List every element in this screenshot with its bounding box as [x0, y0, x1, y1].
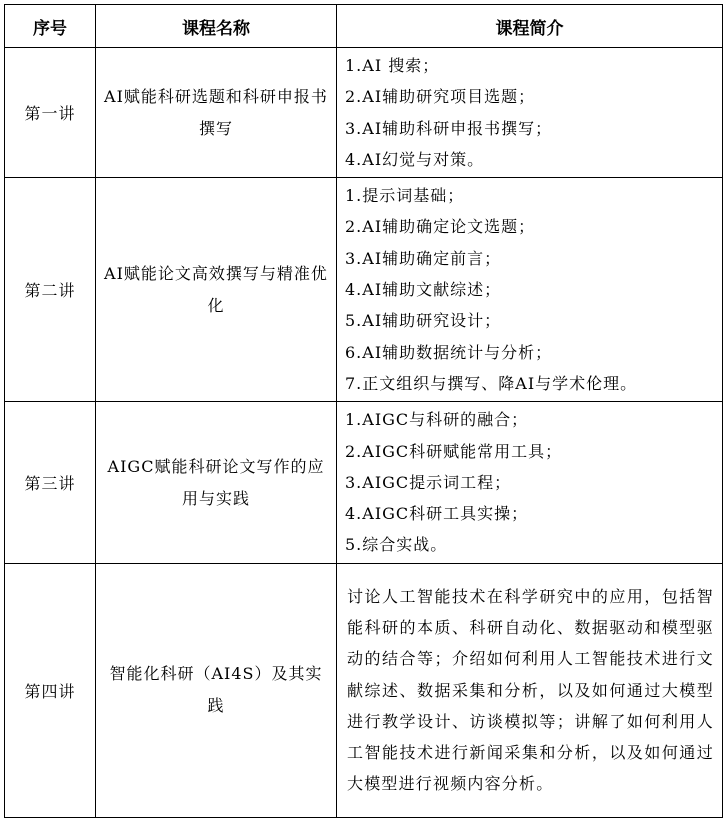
header-row: [5, 5, 723, 48]
lecture-index: 第二讲: [5, 178, 96, 402]
course-intro: [337, 48, 723, 178]
course-name: AI赋能科研选题和科研申报书撰写: [96, 48, 337, 178]
course-table: [4, 4, 723, 818]
intro-item: 1.AIGC与科研的融合；: [345, 410, 529, 430]
intro-item: 3.AI辅助确定前言；: [345, 248, 502, 268]
intro-item: 3.AIGC提示词工程；: [345, 472, 512, 492]
lecture-index: 第三讲: [5, 402, 96, 563]
course-intro: [337, 178, 723, 402]
table-row: [5, 402, 723, 563]
intro-item: 4.AI幻觉与对策。: [345, 149, 485, 169]
intro-item: 5.综合实战。: [345, 535, 448, 555]
header-course-name: 课程名称: [96, 5, 337, 48]
intro-item: 1.AI 搜索；: [345, 56, 440, 75]
intro-item: 3.AI辅助科研申报书撰写；: [345, 118, 553, 138]
header-index: 序号: [5, 5, 96, 48]
intro-item: 5.AI辅助研究设计；: [345, 311, 502, 331]
intro-item: 7.正文组织与撰写、降AI与学术伦理。: [345, 373, 638, 393]
intro-item: 2.AIGC科研赋能常用工具；: [345, 441, 563, 461]
table-row: [5, 48, 723, 178]
lecture-index: 第四讲: [5, 563, 96, 817]
intro-item: 1.提示词基础；: [345, 186, 465, 206]
course-name: AI赋能论文高效撰写与精准优化: [96, 178, 337, 402]
header-course-intro: 课程简介: [337, 5, 723, 48]
intro-item: 6.AI辅助数据统计与分析；: [345, 342, 553, 362]
intro-item: 2.AI辅助确定论文选题；: [345, 217, 536, 237]
table-row: [5, 178, 723, 402]
course-name: AIGC赋能科研论文写作的应用与实践: [96, 402, 337, 563]
course-intro-paragraph: 讨论人工智能技术在科学研究中的应用，包括智能科研的本质、科研自动化、数据驱动和模型驱动的结合等；介绍如何利用人工智能技术进行文献综述、数据采集和分析，以及如何通过大模型进行教学设计、访谈模拟等；讲解了如何利用人工智能技术进行新闻采集和分析，以及如何通过大模型进行视频内容分析。: [337, 563, 723, 817]
course-intro: [337, 402, 723, 563]
intro-item: 4.AIGC科研工具实操；: [345, 504, 529, 524]
intro-item: 2.AI辅助研究项目选题；: [345, 87, 536, 107]
intro-item: 4.AI辅助文献综述；: [345, 280, 502, 300]
course-name: 智能化科研（AI4S）及其实践: [96, 563, 337, 817]
table-row: [5, 563, 723, 817]
lecture-index: 第一讲: [5, 48, 96, 178]
